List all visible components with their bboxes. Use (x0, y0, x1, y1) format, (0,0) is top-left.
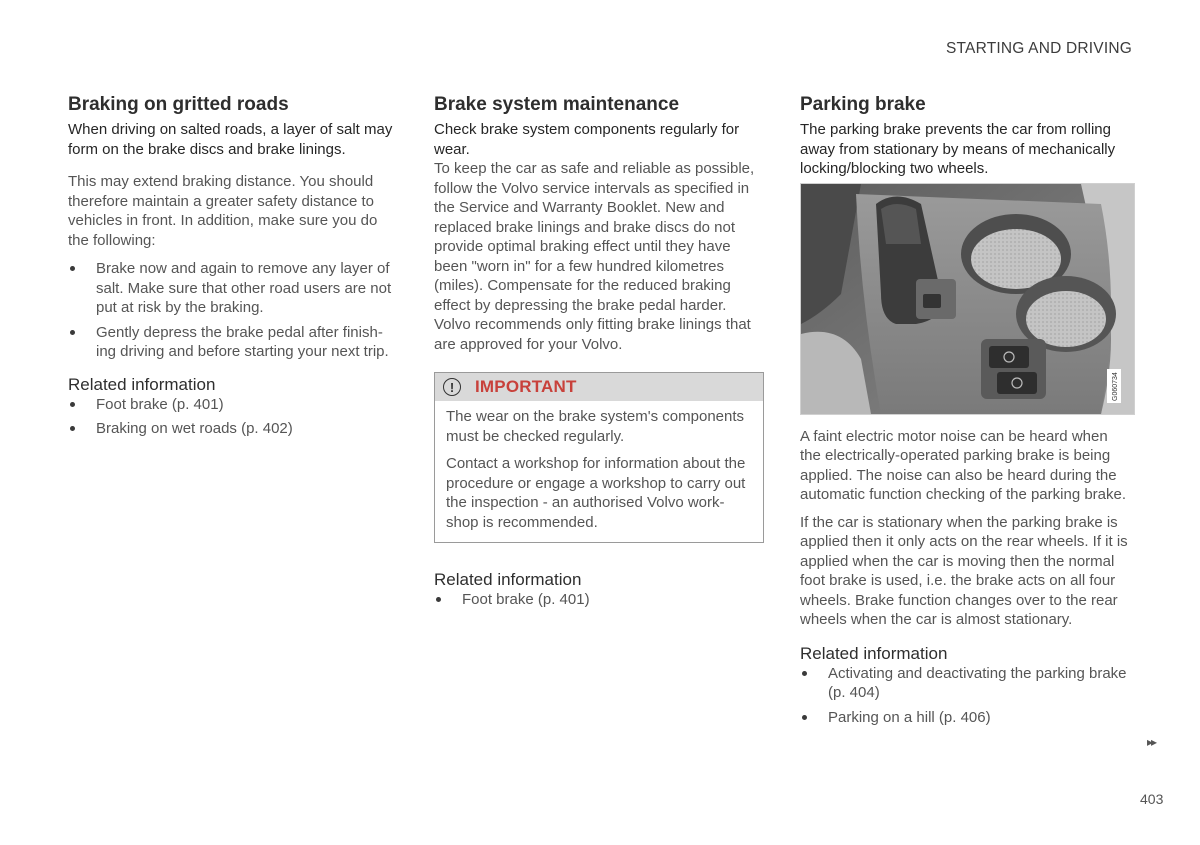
exclamation-icon: ! (443, 378, 461, 396)
brake-maintenance-section (434, 94, 766, 610)
important-label: IMPORTANT (475, 377, 577, 396)
section-heading: Parking brake (800, 94, 926, 115)
related-link[interactable]: Braking on wet roads (p. 402) (68, 419, 400, 439)
related-information-heading: Related information (434, 570, 582, 589)
section-title: STARTING AND DRIVING (945, 40, 1132, 57)
page-number: 403 (1140, 791, 1164, 807)
important-notice (434, 372, 764, 543)
important-text: Contact a workshop for information about the procedure or engage a workshop to carry out the inspection - an authorised Volvo work- shop is recommended. (446, 455, 746, 531)
image-code: G060734 (1112, 371, 1119, 401)
parking-brake-photo (800, 183, 1135, 415)
parking-brake-section (800, 94, 1132, 727)
lead-paragraph: Check brake system components regularly for wear. (434, 121, 740, 158)
body-paragraph: To keep the car as safe and reliable as possible, follow the Volvo service intervals as specified in the Service and Warranty Booklet. New and replaced brake linings and brake discs do not provide optimal braking effect until they have been "worn in" for a few hundred kilometres (miles). Compensate for the reduced braking effect by depressing the brake pedal harder. Volvo recommends only fitting brake linings that are approved for your Volvo. (434, 160, 755, 353)
related-links (800, 664, 1132, 728)
lead-paragraph: The parking brake prevents the car from rolling away from stationary by means of mechanically locking/blocking two wheels. (800, 121, 1116, 177)
related-links (68, 395, 400, 439)
important-body (435, 401, 763, 542)
related-links (434, 590, 766, 610)
related-information-heading: Related information (68, 374, 216, 394)
body-paragraph: A faint electric motor noise can be heard when the electrically-operated parking brake is being applied. The noise can also be heard during the automatic function checking of the parking brake. (800, 427, 1127, 503)
related-link[interactable]: Foot brake (p. 401) (68, 395, 400, 415)
body-paragraph: This may extend braking distance. You should therefore maintain a greater safety distance to vehicles in front. In addition, make sure you do the following: (68, 173, 378, 249)
section-heading: Brake system maintenance (434, 94, 680, 115)
section-heading: Braking on gritted roads (68, 94, 289, 115)
instruction-list (68, 259, 400, 362)
next-page-arrows-icon[interactable]: ▸▸ (1147, 735, 1156, 749)
related-link[interactable]: Foot brake (p. 401) (434, 590, 766, 610)
important-header (435, 373, 763, 401)
important-text: The wear on the brake system's components must be checked regularly. (446, 408, 745, 445)
body-paragraph: If the car is stationary when the parking brake is applied then it only acts on the rear wheels. If it is applied when the car is moving then the normal foot brake is used, i.e. the brake acts on all four wheels. Brake function changes over to the rear wheels when the car is almost stationary. (800, 513, 1128, 628)
list-item: Brake now and again to remove any layer of salt. Make sure that other road users are not put at risk by the braking. (68, 259, 400, 318)
braking-gritted-roads-section (68, 94, 400, 439)
related-link[interactable]: Activating and deactivating the parking brake (p. 404) (800, 664, 1132, 703)
lead-paragraph: When driving on salted roads, a layer of salt may form on the brake discs and brake linings. (68, 121, 393, 158)
related-link[interactable]: Parking on a hill (p. 406) (800, 708, 1132, 728)
list-item: Gently depress the brake pedal after finish- ing driving and before starting your next trip. (68, 323, 400, 362)
related-information-heading: Related information (800, 643, 948, 663)
